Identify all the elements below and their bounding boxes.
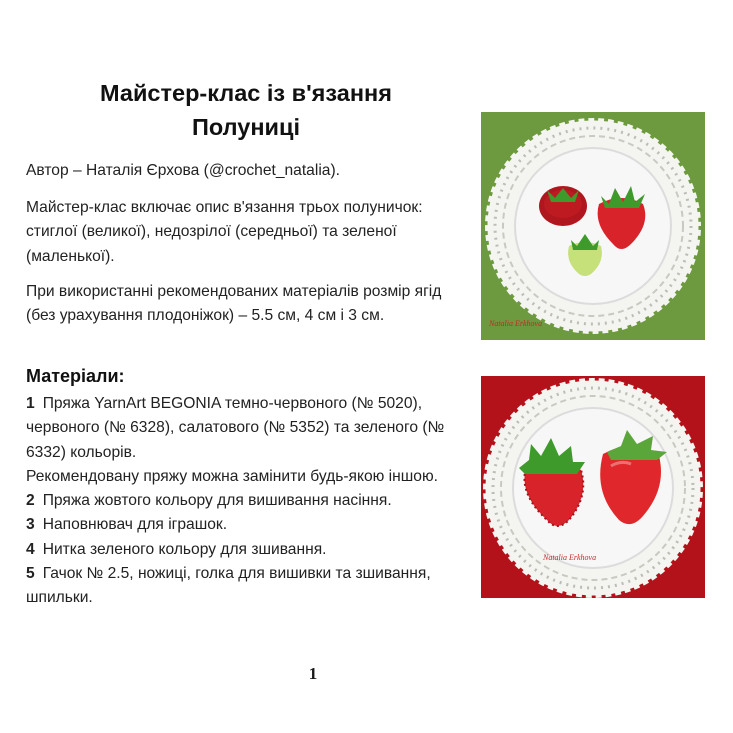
materials-item bbox=[26, 538, 476, 562]
item-number: 1 bbox=[26, 395, 35, 412]
title-line-2: Полуниці bbox=[192, 114, 300, 140]
item-number: 2 bbox=[26, 492, 35, 510]
materials-item bbox=[26, 392, 476, 465]
item-number: 4 bbox=[26, 540, 35, 558]
item-number: 5 bbox=[26, 565, 35, 583]
item-text: Нитка зеленого кольору для зшивання. bbox=[42, 540, 327, 558]
materials-item bbox=[26, 562, 476, 611]
materials-item bbox=[26, 465, 476, 489]
page-number: 1 bbox=[308, 664, 318, 683]
photo1-watermark: Natalia Erkhova bbox=[489, 319, 543, 328]
item-number: 3 bbox=[26, 516, 35, 534]
photo2-watermark: Natalia Erkhova bbox=[543, 553, 597, 562]
photo-crochet-vs-real-strawberry bbox=[481, 376, 705, 598]
page-title bbox=[26, 76, 466, 144]
sizes-paragraph: При використанні рекомендованих матеріалів розмір ягід (без урахування плодоніжок) – 5.5 см, 4 см і 3 см. bbox=[26, 283, 442, 325]
item-text: Гачок № 2.5, ножиці, голка для вишивки та зшивання, шпильки. bbox=[26, 565, 431, 607]
item-text: Наповнювач для іграшок. bbox=[42, 516, 228, 534]
title-line-1: Майстер-клас із в'язання bbox=[100, 80, 392, 106]
item-text: Рекомендовану пряжу можна замінити будь-якою іншою. bbox=[26, 467, 438, 485]
intro-paragraph: Майстер-клас включає опис в'язання трьох полуничок: стиглої (великої), недозрілої (середньої) та зеленої (маленької). bbox=[26, 199, 423, 265]
materials-item bbox=[26, 513, 476, 537]
photo-three-strawberries bbox=[481, 112, 705, 340]
author-line: Автор – Наталія Єрхова (@crochet_natalia). bbox=[26, 162, 340, 179]
materials-list bbox=[26, 392, 476, 611]
item-text: Пряжа YarnArt BEGONIA темно-червоного (№ 5020), червоного (№ 6328), салатового (№ 5352) та зеленого (№ 6332) кольорів. bbox=[26, 395, 445, 461]
white-plate bbox=[515, 148, 671, 304]
strawberry-medium bbox=[539, 186, 587, 226]
materials-item bbox=[26, 489, 476, 513]
item-text: Пряжа жовтого кольору для вишивання насіння. bbox=[42, 492, 392, 510]
materials-heading: Матеріали: bbox=[26, 366, 125, 386]
